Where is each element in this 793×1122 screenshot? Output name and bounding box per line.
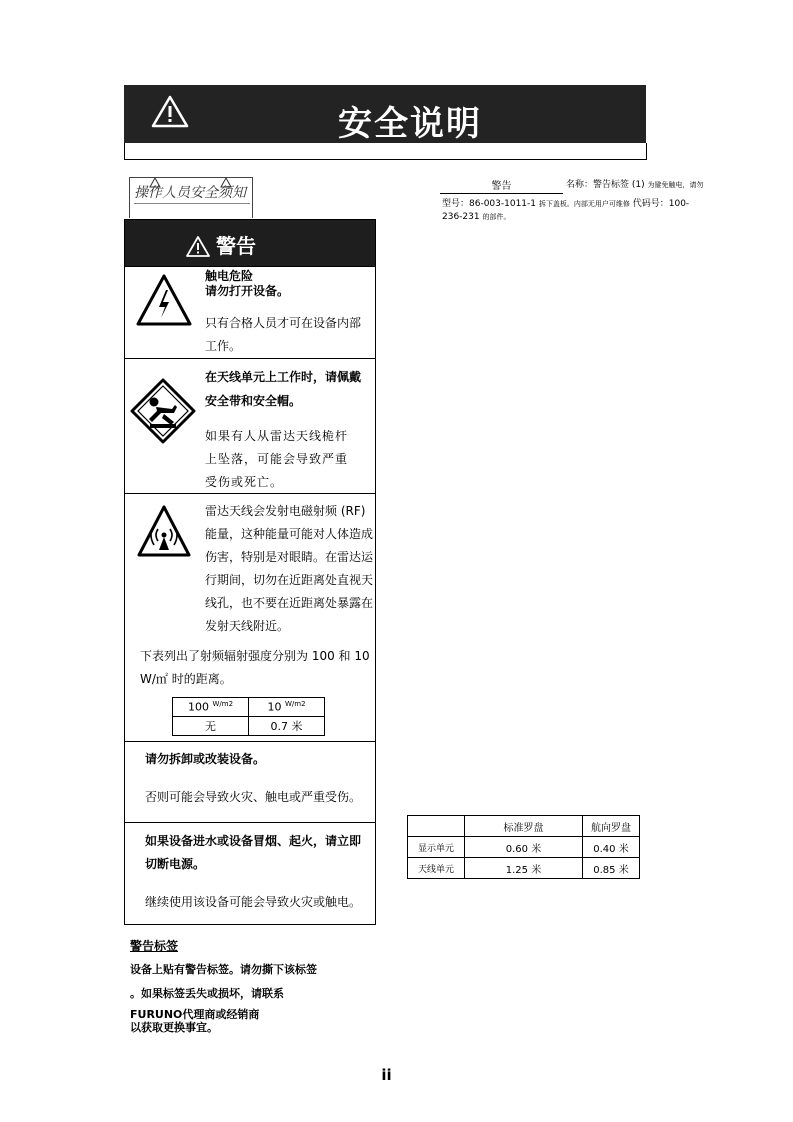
disassemble-title: 请勿拆卸或改装设备。: [145, 752, 266, 766]
electric-shock-icon: [135, 272, 193, 328]
label-info-text: 名称：警告标签 (1): [566, 180, 648, 190]
page-number: ii: [381, 1066, 392, 1084]
table-cell: 0.7 米: [249, 717, 325, 736]
smoke-title: 如果设备进水或设备冒烟、起火，请立即切断电源。: [145, 834, 362, 871]
page-title: 安全说明: [338, 104, 482, 143]
label-info-small: 为避免触电，请勿: [647, 181, 704, 189]
warning-label-text-line: FURUNO代理商或经销商: [130, 1008, 260, 1021]
label-info-text: 型号：86-003-1011-1: [442, 199, 539, 209]
section-tab-label: 操作人员安全须知: [134, 185, 246, 201]
compass-distance-table: [407, 815, 640, 879]
label-warning-word: 警告: [440, 180, 563, 194]
rf-body: 雷达天线会发射电磁射频 (RF) 能量，这种能量可能对人体造成伤害，特别是对眼睛。在雷达运行期间，切勿在近距离处直视天线孔，也不要在近距离处暴露在发射天线附近。: [205, 504, 374, 633]
smoke-body: 继续使用该设备可能会导致火灾或触电。: [145, 895, 362, 909]
warning-label-text-line: 以获取更换事宜。: [130, 1021, 218, 1034]
label-info-small: 拆下盖板。内部无用户可维修: [538, 200, 630, 208]
table-header-cell: 标准罗盘: [465, 816, 583, 837]
warning-triangle-icon: [150, 94, 190, 130]
shock-title: 触电危险: [205, 269, 254, 283]
divider: [125, 822, 375, 823]
rf-radiation-icon: [136, 503, 192, 559]
divider: [125, 266, 375, 267]
label-info-line: [566, 179, 703, 192]
table-header-cell: [173, 698, 249, 717]
shock-body: 只有合格人员才可在设备内部工作。: [205, 316, 362, 353]
fall-body: 如果有人从雷达天线桅杆上坠落，可能会导致严重受伤或死亡。: [205, 429, 349, 489]
falling-person-icon: [130, 378, 196, 444]
label-info-text: 代码号：100-: [629, 199, 690, 209]
table-row: [173, 698, 325, 717]
table-header-cell: 航向罗盘: [583, 816, 640, 837]
warning-box-title: 警告: [216, 234, 256, 258]
disassemble-body: 否则可能会导致火灾、触电或严重受伤。: [145, 790, 362, 804]
rf-note: 下表列出了射频辐射强度分别为 100 和 10 W/㎡ 时的距离。: [140, 649, 370, 686]
rf-distance-table: [172, 697, 325, 736]
header-value: 100: [187, 700, 209, 714]
table-cell: 0.60 米: [465, 837, 583, 858]
table-cell: 0.40 米: [583, 837, 640, 858]
warning-triangle-icon: [185, 235, 211, 258]
label-info-text: 236-231: [442, 212, 483, 222]
table-cell: 无: [173, 717, 249, 736]
header-value: 10: [267, 700, 282, 714]
header-unit: W/m2: [212, 700, 234, 709]
divider: [125, 741, 375, 742]
label-info-small: 的部件。: [482, 213, 511, 221]
label-info-line: [442, 198, 689, 211]
shock-subtitle: 请勿打开设备。: [205, 284, 290, 298]
divider: [125, 358, 375, 359]
table-header-cell: [249, 698, 325, 717]
section-tab-line: [134, 203, 250, 204]
table-cell: 1.25 米: [465, 858, 583, 879]
table-cell: 0.85 米: [583, 858, 640, 879]
fall-title: 在天线单元上工作时，请佩戴安全带和安全帽。: [205, 370, 362, 408]
table-row: [408, 858, 640, 879]
table-cell: 天线单元: [408, 858, 465, 879]
title-underline-box: [124, 143, 647, 160]
warning-label-text: [130, 1008, 330, 1034]
warning-label-heading: 警告标签: [130, 939, 179, 953]
table-row: [408, 837, 640, 858]
table-header-cell: [408, 816, 465, 837]
warning-label-text: 。如果标签丢失或损坏，请联系: [130, 987, 284, 1000]
header-unit: W/m2: [284, 700, 306, 709]
table-row: [173, 717, 325, 736]
warning-label-text: 设备上贴有警告标签。请勿撕下该标签: [130, 963, 317, 976]
table-row: [408, 816, 640, 837]
label-info-line: [442, 211, 510, 224]
table-cell: 显示单元: [408, 837, 465, 858]
